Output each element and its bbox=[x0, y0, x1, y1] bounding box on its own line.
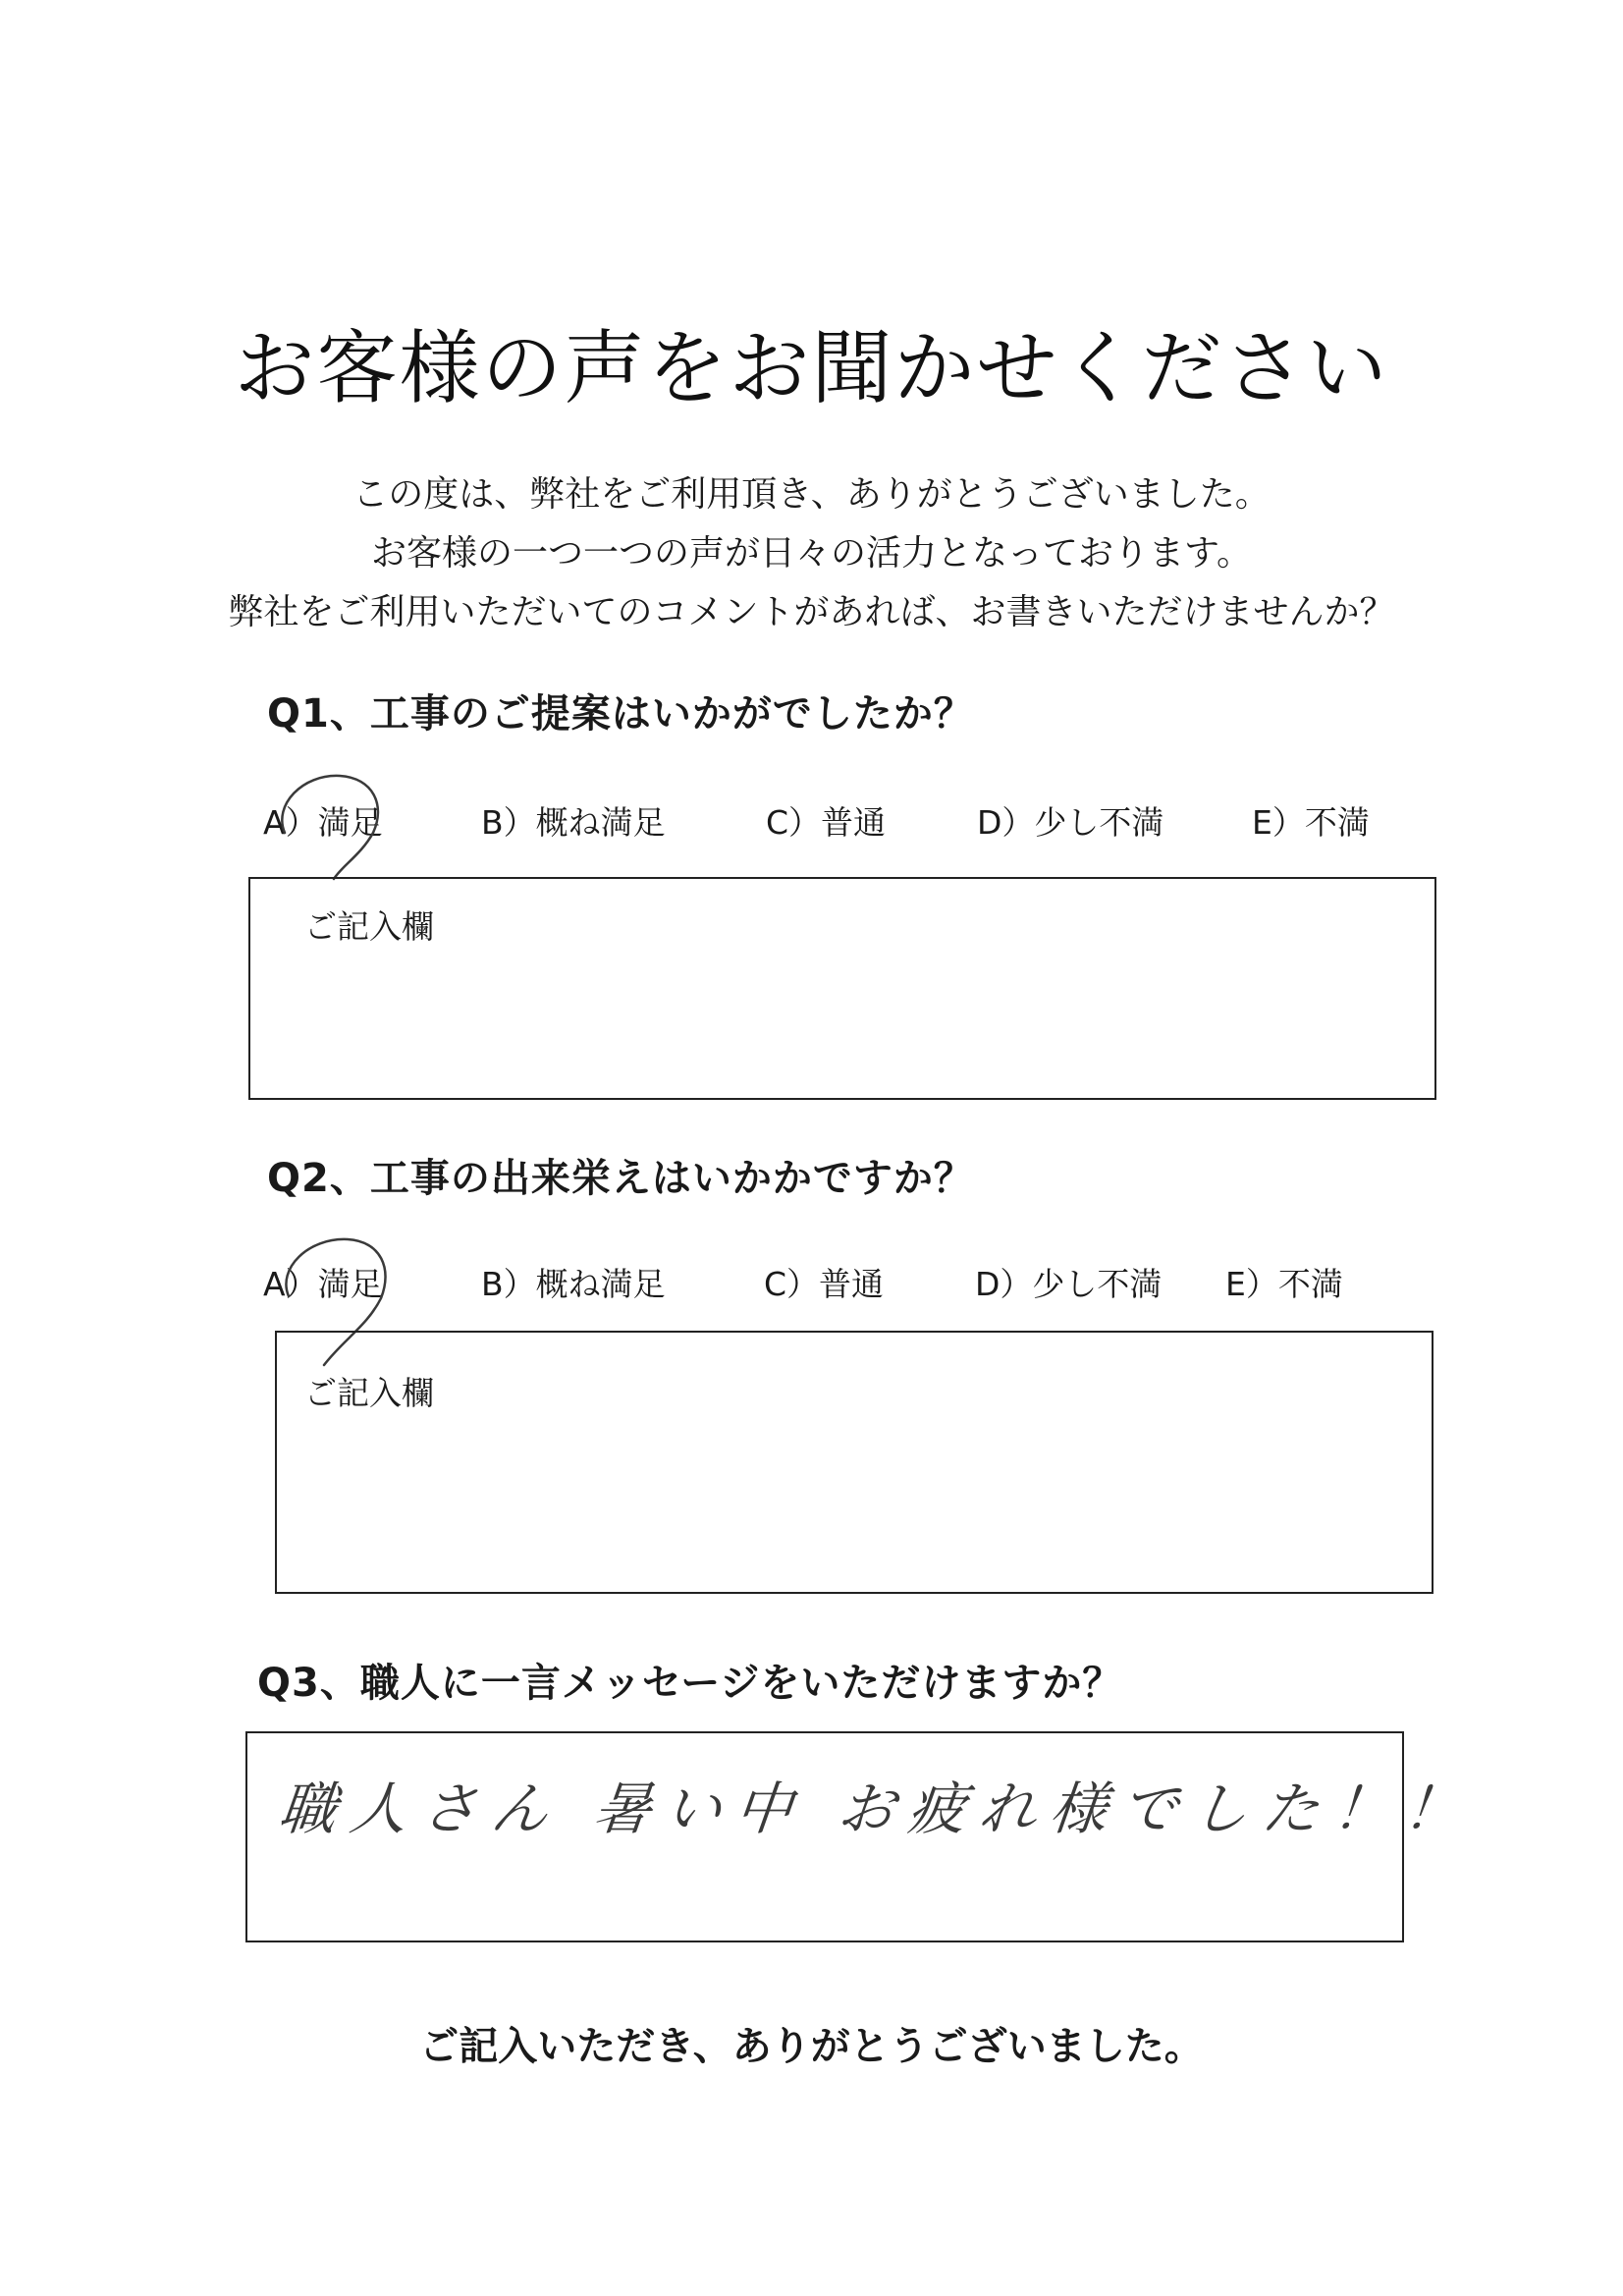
question-2: Q2、工事の出来栄えはいかかですか？ bbox=[267, 1156, 974, 1201]
q1-option-e[interactable]: E）不満 bbox=[1252, 803, 1370, 842]
intro-line-1: この度は、弊社をご利用頂き、ありがとうございました。 bbox=[352, 474, 1271, 515]
page-title: お客様の声をお聞かせください bbox=[234, 322, 1389, 415]
q2-option-c[interactable]: C）普通 bbox=[764, 1265, 885, 1303]
q1-comment-label: ご記入欄 bbox=[304, 907, 434, 946]
q1-option-d[interactable]: D）少し不満 bbox=[977, 803, 1164, 842]
q1-option-b[interactable]: B）概ね満足 bbox=[481, 803, 666, 842]
closing-message: ご記入いただき、ありがとうございました。 bbox=[419, 2024, 1204, 2069]
question-3: Q3、職人に一言メッセージをいただけますか？ bbox=[257, 1661, 1123, 1706]
q1-option-a[interactable]: A）満足 bbox=[263, 803, 383, 842]
question-1: Q1、工事のご提案はいかがでしたか？ bbox=[267, 691, 974, 737]
q2-comment-box[interactable] bbox=[275, 1331, 1434, 1594]
intro-line-3: 弊社をご利用いただいてのコメントがあれば、お書きいただけませんか？ bbox=[228, 592, 1395, 632]
q2-option-a[interactable]: A）満足 bbox=[263, 1265, 383, 1303]
q2-option-e[interactable]: E）不満 bbox=[1225, 1265, 1343, 1303]
intro-line-2: お客様の一つ一つの声が日々の活力となっております。 bbox=[370, 533, 1253, 574]
q2-option-d[interactable]: D）少し不満 bbox=[975, 1265, 1163, 1303]
q2-comment-label: ご記入欄 bbox=[304, 1374, 434, 1412]
q3-handwritten-answer: 職人さん 暑い中 お疲れ様でした！！ bbox=[275, 1776, 1478, 1842]
q2-option-b[interactable]: B）概ね満足 bbox=[481, 1265, 666, 1303]
q1-option-c[interactable]: C）普通 bbox=[766, 803, 887, 842]
